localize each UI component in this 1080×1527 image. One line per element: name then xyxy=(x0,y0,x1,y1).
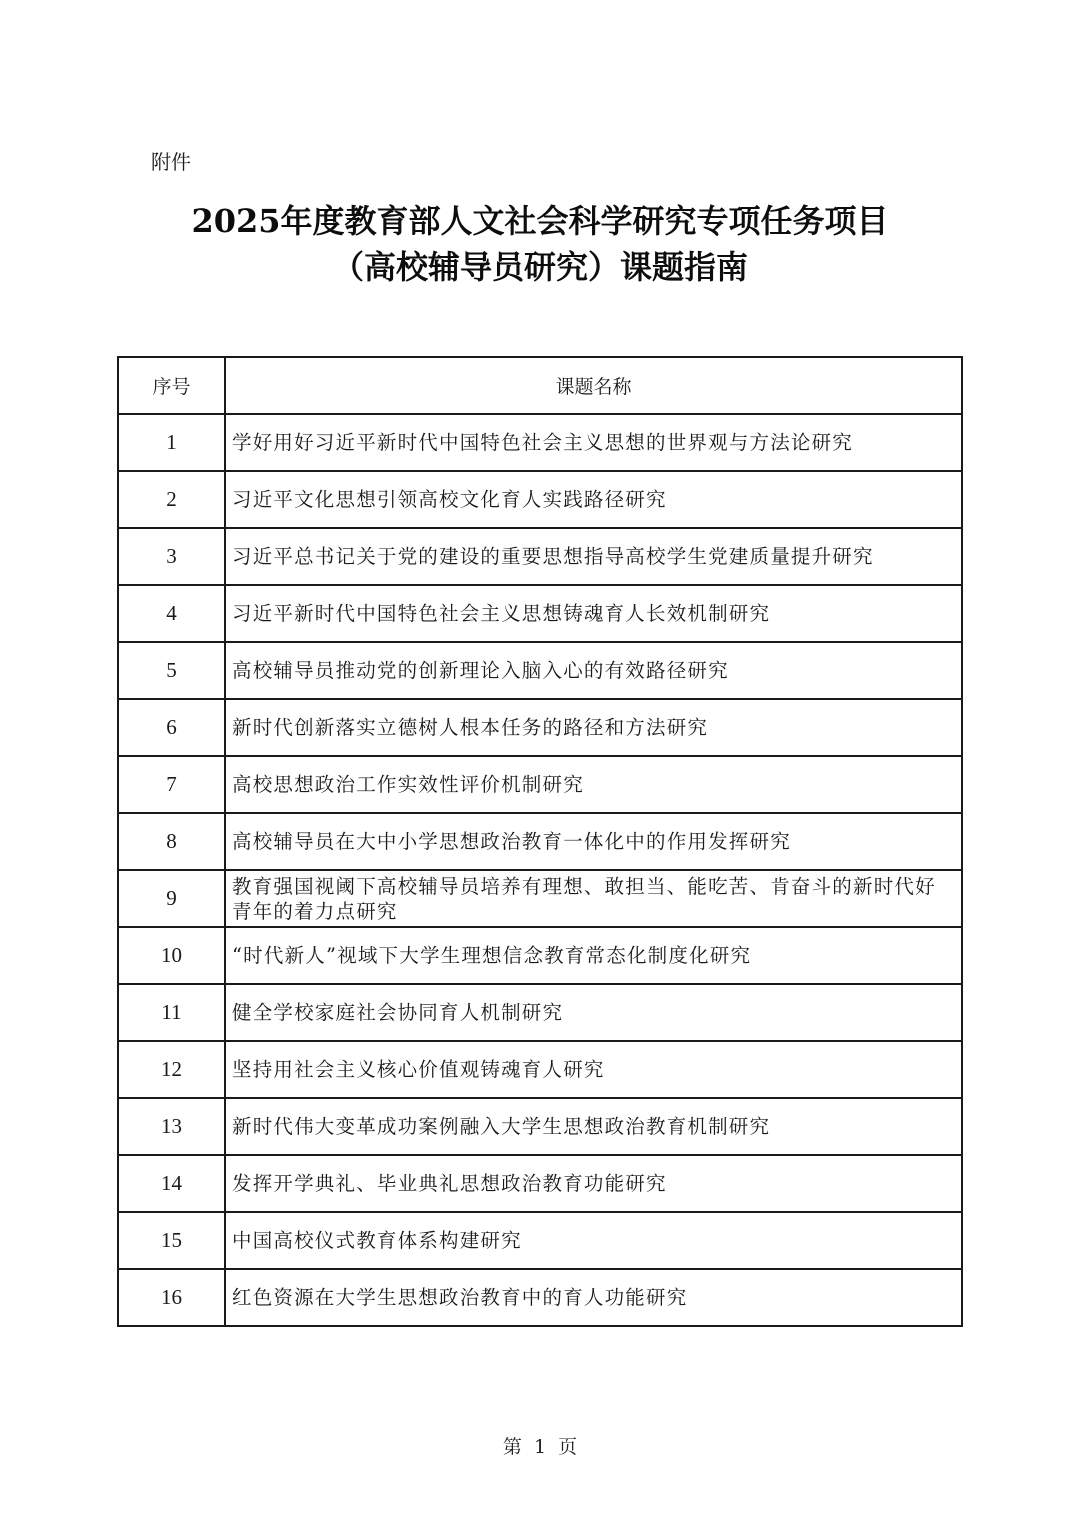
document-title xyxy=(0,198,1080,290)
row-topic-name: 习近平文化思想引领高校文化育人实践路径研究 xyxy=(225,471,962,528)
row-topic-name: 习近平新时代中国特色社会主义思想铸魂育人长效机制研究 xyxy=(225,585,962,642)
table-row xyxy=(118,1212,962,1269)
topic-guide-table xyxy=(117,356,963,1327)
table-row xyxy=(118,528,962,585)
row-index: 12 xyxy=(118,1041,225,1098)
table-row xyxy=(118,927,962,984)
row-topic-name: 红色资源在大学生思想政治教育中的育人功能研究 xyxy=(225,1269,962,1326)
title-line-2: （高校辅导员研究）课题指南 xyxy=(331,248,748,286)
table-row xyxy=(118,1269,962,1326)
row-topic-name: 新时代创新落实立德树人根本任务的路径和方法研究 xyxy=(225,699,962,756)
row-topic-name: 发挥开学典礼、毕业典礼思想政治教育功能研究 xyxy=(225,1155,962,1212)
row-topic-name: 教育强国视阈下高校辅导员培养有理想、敢担当、能吃苦、肯奋斗的新时代好青年的着力点研究 xyxy=(225,870,962,927)
row-topic-name: 习近平总书记关于党的建设的重要思想指导高校学生党建质量提升研究 xyxy=(225,528,962,585)
row-index: 13 xyxy=(118,1098,225,1155)
row-topic-name: 中国高校仪式教育体系构建研究 xyxy=(225,1212,962,1269)
row-index: 14 xyxy=(118,1155,225,1212)
table-row xyxy=(118,984,962,1041)
table-row xyxy=(118,414,962,471)
table-header-row xyxy=(118,357,962,414)
row-index: 3 xyxy=(118,528,225,585)
table-row xyxy=(118,699,962,756)
column-header-index: 序号 xyxy=(118,357,225,414)
row-topic-name: 高校思想政治工作实效性评价机制研究 xyxy=(225,756,962,813)
table-row xyxy=(118,585,962,642)
row-index: 8 xyxy=(118,813,225,870)
row-topic-name: 高校辅导员推动党的创新理论入脑入心的有效路径研究 xyxy=(225,642,962,699)
title-line-1: 2025年度教育部人文社会科学研究专项任务项目 xyxy=(191,202,889,240)
row-index: 1 xyxy=(118,414,225,471)
row-index: 7 xyxy=(118,756,225,813)
table-row xyxy=(118,813,962,870)
row-index: 15 xyxy=(118,1212,225,1269)
row-index: 10 xyxy=(118,927,225,984)
row-index: 16 xyxy=(118,1269,225,1326)
table-row xyxy=(118,1041,962,1098)
table-row xyxy=(118,471,962,528)
table-row xyxy=(118,870,962,927)
column-header-name: 课题名称 xyxy=(225,357,962,414)
row-topic-name: 新时代伟大变革成功案例融入大学生思想政治教育机制研究 xyxy=(225,1098,962,1155)
page-number: 第 1 页 xyxy=(502,1436,578,1458)
row-topic-name: 健全学校家庭社会协同育人机制研究 xyxy=(225,984,962,1041)
table-row xyxy=(118,642,962,699)
table-row xyxy=(118,1155,962,1212)
row-topic-name: 学好用好习近平新时代中国特色社会主义思想的世界观与方法论研究 xyxy=(225,414,962,471)
row-topic-name: 高校辅导员在大中小学思想政治教育一体化中的作用发挥研究 xyxy=(225,813,962,870)
row-topic-name: “时代新人”视域下大学生理想信念教育常态化制度化研究 xyxy=(225,927,962,984)
row-index: 5 xyxy=(118,642,225,699)
row-index: 4 xyxy=(118,585,225,642)
row-index: 9 xyxy=(118,870,225,927)
attachment-label: 附件 xyxy=(151,150,191,174)
row-index: 11 xyxy=(118,984,225,1041)
row-index: 2 xyxy=(118,471,225,528)
table-row xyxy=(118,1098,962,1155)
row-topic-name: 坚持用社会主义核心价值观铸魂育人研究 xyxy=(225,1041,962,1098)
row-index: 6 xyxy=(118,699,225,756)
table-row xyxy=(118,756,962,813)
